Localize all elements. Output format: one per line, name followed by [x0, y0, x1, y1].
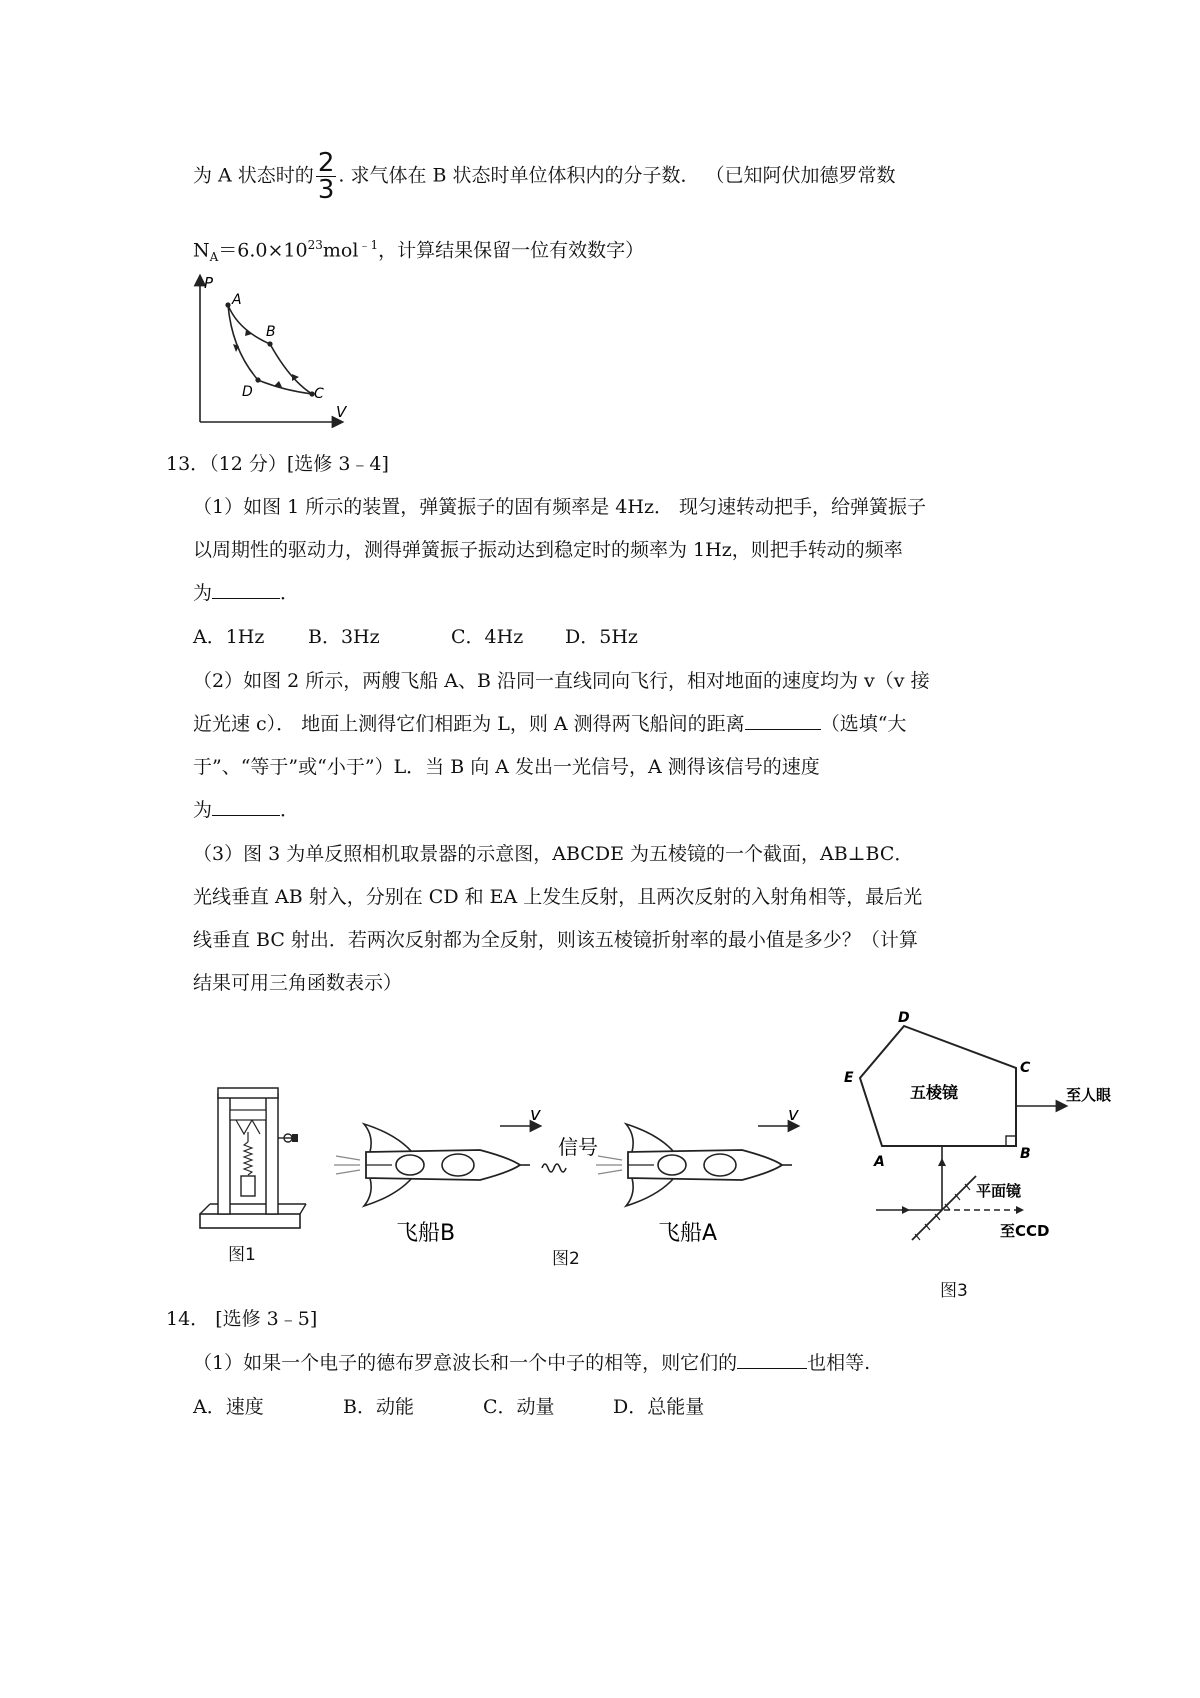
- velocity-label-1: v: [530, 1110, 541, 1125]
- axis-label-p: P: [204, 274, 214, 292]
- q13-p2-line1: （2）如图 2 所示，两艘飞船 A、B 沿同一直线同向飞行，相对地面的速度均为 v（v 接: [193, 670, 930, 692]
- q13-p1-line1: （1）如图 1 所示的装置，弹簧振子的固有频率是 4Hz． 现匀速转动把手，给弹簧振子: [193, 496, 927, 518]
- q13-heading: 13．（12 分）[选修 3﹣4]: [166, 453, 389, 475]
- option-a[interactable]: A．速度: [193, 1396, 264, 1418]
- spaceship-a-icon: [596, 1124, 792, 1206]
- point-label-a: A: [232, 292, 242, 308]
- option-d[interactable]: D．总能量: [613, 1396, 705, 1418]
- option-b[interactable]: B．3Hz: [308, 626, 380, 648]
- q12-line-1: 为 A 状态时的 $\frac{2}{3}$ . 求气体在 B 状态时单位体积内的分子数． （已知阿伏加德罗常数: [193, 148, 896, 205]
- axis-label-v: V: [336, 403, 347, 421]
- velocity-label-2: v: [788, 1110, 799, 1125]
- q14-heading: 14． [选修 3﹣5]: [166, 1308, 318, 1330]
- to-eye-label: 至人眼: [1066, 1086, 1112, 1104]
- option-c[interactable]: C．动量: [483, 1396, 555, 1418]
- point-label-d: D: [242, 384, 253, 400]
- option-a[interactable]: A．1Hz: [193, 626, 265, 648]
- vertex-label-d: D: [898, 1010, 910, 1026]
- to-ccd-label: 至CCD: [1000, 1222, 1050, 1240]
- vertex-label-b: B: [1020, 1146, 1031, 1162]
- ship-b-label: 飞船B: [396, 1221, 456, 1246]
- figure-1-label: 图1: [228, 1245, 256, 1265]
- option-c[interactable]: C．4Hz: [451, 626, 524, 648]
- spring-icon: [244, 1142, 252, 1175]
- q13-p3-line4: 结果可用三角函数表示）: [193, 972, 403, 994]
- pv-graph: [190, 272, 360, 428]
- ship-a-label: 飞船A: [658, 1221, 718, 1246]
- option-d[interactable]: D．5Hz: [565, 626, 638, 648]
- q13-p2-line4: 为 ．: [193, 799, 300, 821]
- curve-d-a: [228, 305, 258, 380]
- figure-2-spaceships: [330, 1110, 810, 1250]
- answer-blank-3[interactable]: [212, 797, 280, 816]
- fraction-two-thirds: $\frac{2}{3}$: [317, 148, 335, 205]
- q13-p1-line3: 为 ．: [193, 582, 300, 604]
- q13-p3-line2: 光线垂直 AB 射入，分别在 CD 和 EA 上发生反射，且两次反射的入射角相等，最后光: [193, 886, 923, 908]
- spaceship-b-icon: [334, 1124, 530, 1206]
- vertex-label-c: C: [1020, 1060, 1031, 1076]
- q13-p1-line2: 以周期性的驱动力，测得弹簧振子振动达到稳定时的频率为 1Hz，则把手转动的频率: [193, 539, 903, 561]
- answer-blank-4[interactable]: [737, 1350, 807, 1369]
- figure-3-label: 图3: [940, 1281, 968, 1301]
- signal-label: 信号: [558, 1135, 598, 1159]
- vertex-label-e: E: [844, 1070, 854, 1086]
- vertex-label-a: A: [874, 1154, 885, 1170]
- mirror-label: 平面镜: [976, 1182, 1022, 1200]
- figure-1-spring-apparatus: [196, 1080, 316, 1240]
- answer-blank-1[interactable]: [212, 580, 280, 599]
- point-label-b: B: [266, 324, 276, 340]
- q13-p3-line1: （3）图 3 为单反照相机取景器的示意图，ABCDE 为五棱镜的一个截面，AB⊥BC．: [193, 843, 914, 865]
- q13-p2-line3: 于”、“等于”或“小于”）L．当 B 向 A 发出一光信号，A 测得该信号的速度: [193, 756, 820, 778]
- q13-p3-line3: 线垂直 BC 射出．若两次反射都为全反射，则该五棱镜折射率的最小值是多少？（计算: [193, 929, 918, 951]
- signal-wave-icon: [542, 1164, 566, 1172]
- curve-a-b-c: [228, 305, 312, 394]
- answer-blank-2[interactable]: [745, 711, 821, 730]
- figure-3-pentaprism: [840, 1006, 1200, 1246]
- arrow-cd: [274, 381, 282, 387]
- option-b[interactable]: B．动能: [343, 1396, 414, 1418]
- q13-p2-line2: 近光速 c）． 地面上测得它们相距为 L，则 A 测得两飞船间的距离 （选填“大: [193, 713, 907, 735]
- point-label-c: C: [314, 386, 324, 402]
- q14-p1: （1）如果一个电子的德布罗意波长和一个中子的相等，则它们的 也相等.: [193, 1352, 871, 1374]
- figure-2-label: 图2: [552, 1249, 580, 1269]
- q12-line-2: $N_A=6.0\times 10^{23}mol^{﹣1}$，计算结果保留一位有效数字）: [193, 238, 645, 265]
- prism-label: 五棱镜: [910, 1083, 959, 1102]
